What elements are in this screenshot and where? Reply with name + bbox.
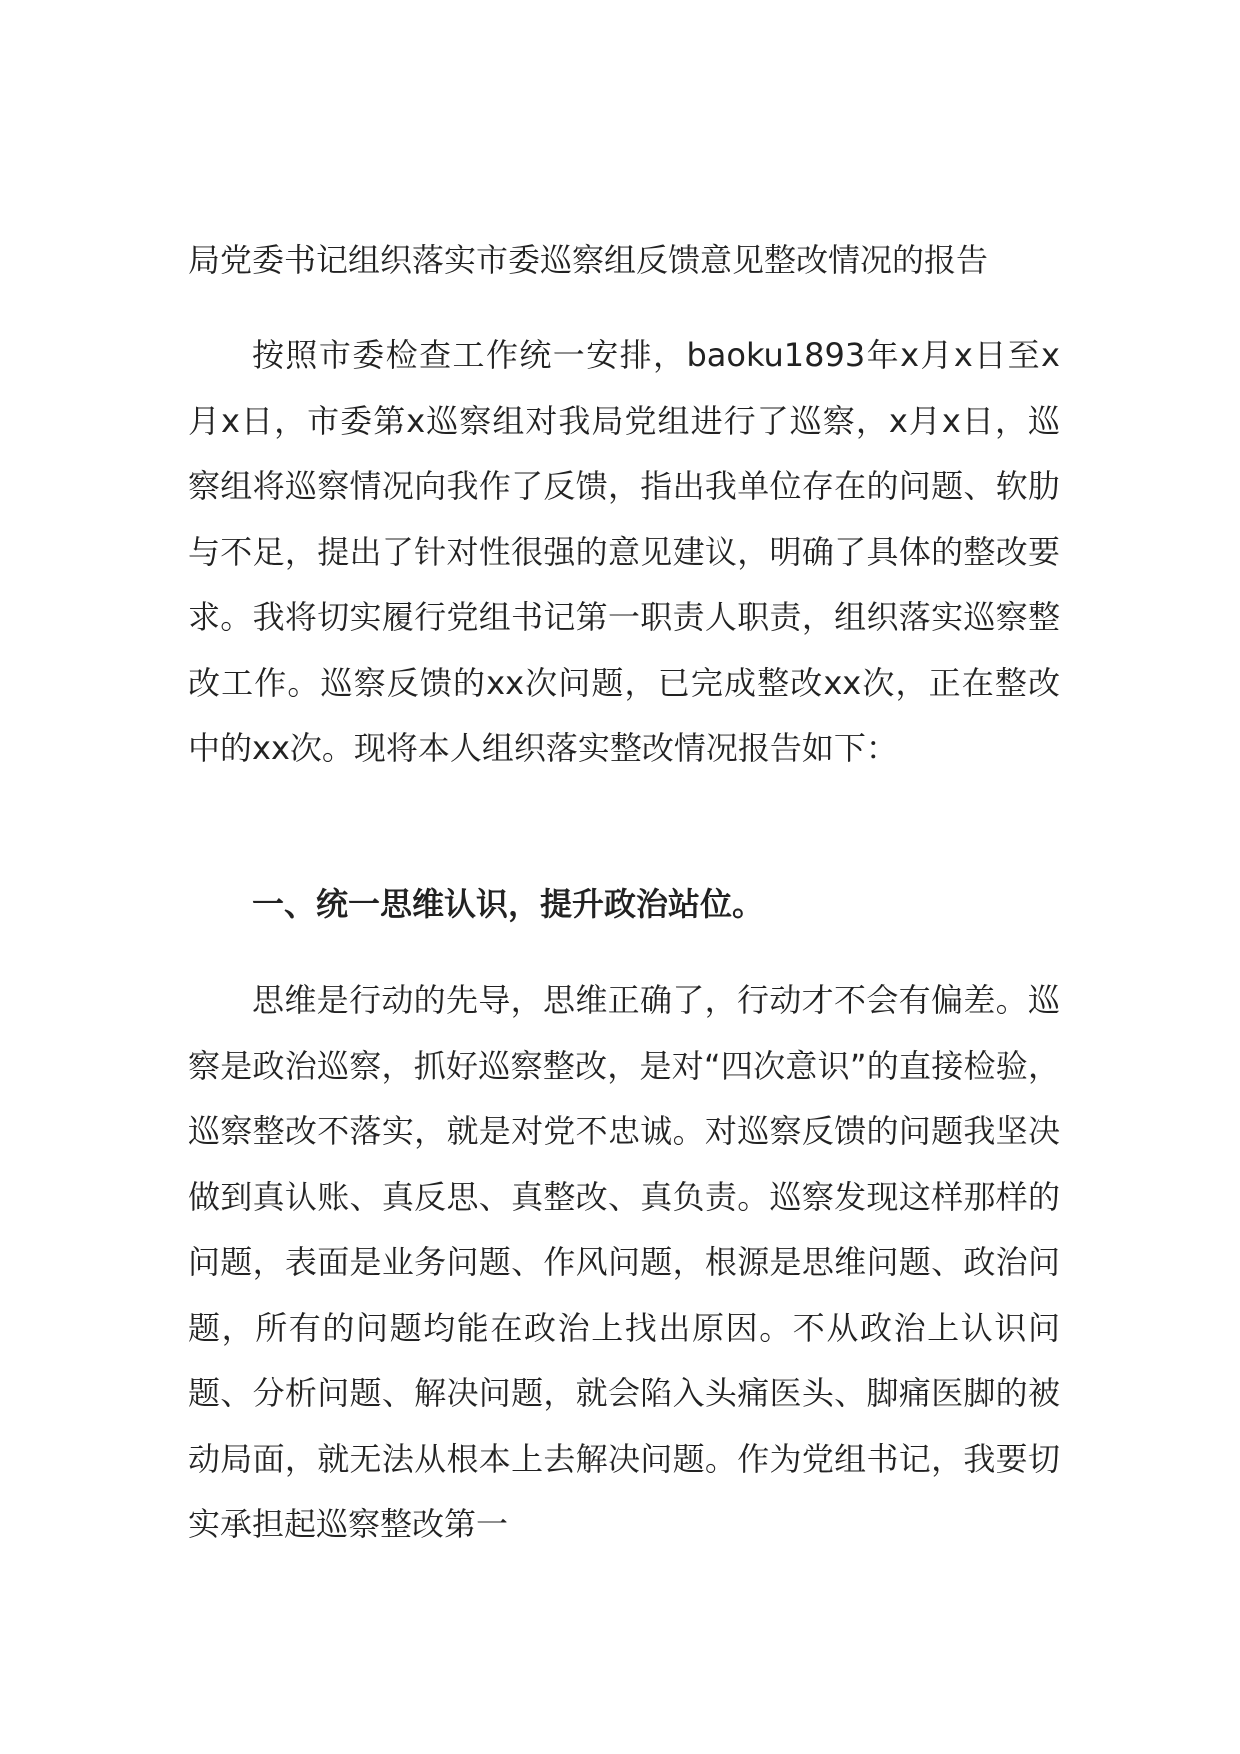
body-paragraph: 思维是行动的先导，思维正确了，行动才不会有偏差。巡察是政治巡察，抓好巡察整改，是对“四次意识”的直接检验，巡察整改不落实，就是对党不忠诚。对巡察反馈的问题我坚决做到真认账、真反思、真整改、真负责。巡察发现这样那样的问题，表面是业务问题、作风问题，根源是思维问题、政治问题，所有的问题均能在政治上找出原因。不从政治上认识问题、分析问题、解决问题，就会陷入头痛医头、脚痛医脚的被动局面，就无法从根本上去解决问题。作为党组书记，我要切实承担起巡察整改第一 <box>188 981 1060 1543</box>
intro-paragraph: 按照市委检查工作统一安排，baoku1893年x月x日至x月x日，市委第x巡察组对我局党组进行了巡察，x月x日，巡察组将巡察情况向我作了反馈，指出我单位存在的问题、软肋与不足，提出了针对性很强的意见建议，明确了具体的整改要求。我将切实履行党组书记第一职责人职责，组织落实巡察整改工作。巡察反馈的xx次问题，已完成整改xx次，正在整改中的xx次。现将本人组织落实整改情况报告如下： <box>188 336 1060 767</box>
section-heading: 一、统一思维认识，提升政治站位。 <box>252 885 765 923</box>
document-page <box>188 0 1060 1754</box>
document-title: 局党委书记组织落实市委巡察组反馈意见整改情况的报告 <box>188 241 989 279</box>
